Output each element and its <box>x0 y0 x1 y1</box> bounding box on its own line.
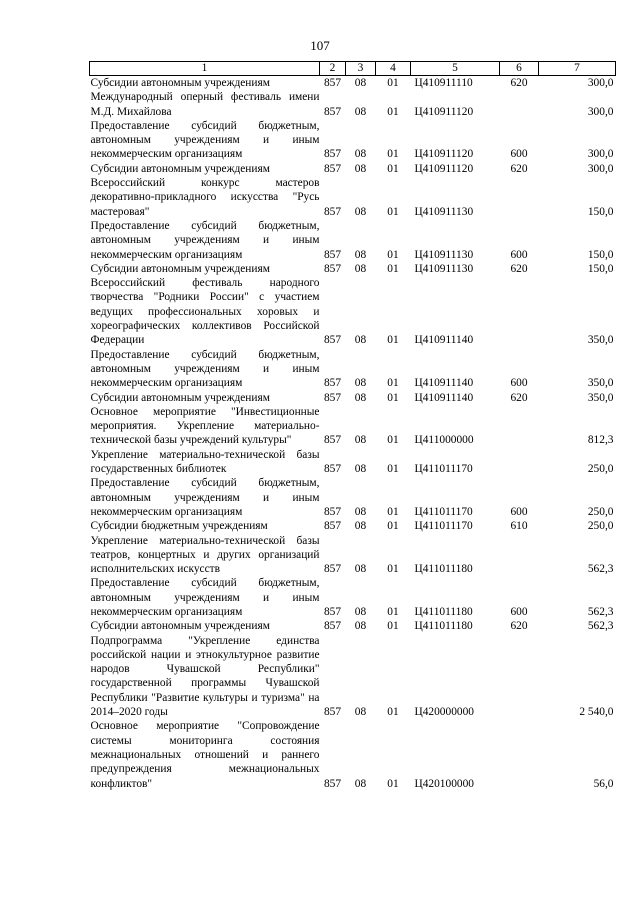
subsection-code: 01 <box>387 148 399 161</box>
section-code: 08 <box>354 520 367 533</box>
target-article-code: Ц410911140 <box>414 391 474 404</box>
table-row <box>90 348 616 391</box>
row-name: Предоставление субсидий бюджетным, автономным учреждениям и иным некоммерческим организациям <box>90 219 320 261</box>
target-article-code: Ц410911140 <box>414 334 474 347</box>
amount: 150,0 <box>587 262 614 275</box>
expense-type-code: 600 <box>510 605 528 618</box>
subsection-code: 01 <box>387 205 399 218</box>
ministry-code: 857 <box>323 434 342 447</box>
table-row <box>90 719 616 790</box>
row-name: Укрепление материально-технической базы государственных библиотек <box>90 448 320 476</box>
ministry-code: 857 <box>323 262 342 275</box>
table-row <box>90 519 616 533</box>
amount: 562,3 <box>587 605 614 618</box>
section-code: 08 <box>354 334 367 347</box>
column-header: 7 <box>539 62 616 76</box>
column-header: 5 <box>411 62 500 76</box>
amount: 562,3 <box>587 563 614 576</box>
table-row <box>90 448 616 477</box>
amount: 562,3 <box>587 620 614 633</box>
expense-type-code: 600 <box>510 148 528 161</box>
target-article-code: Ц411011170 <box>414 520 473 533</box>
amount: 150,0 <box>587 205 614 218</box>
expense-type-code <box>500 276 539 347</box>
row-name: Всероссийский конкурс мастеров декоративно-прикладного искусства "Русь мастеровая" <box>90 177 320 218</box>
row-name: Субсидии автономным учреждениям <box>90 162 270 175</box>
expense-type-code <box>500 90 539 119</box>
target-article-code: Ц410911120 <box>414 162 474 175</box>
row-name: Всероссийский фестиваль народного творчества "Родники России" с участием ведущих профессиональных хоровых и хореографических коллективов Российской Федерации <box>90 277 320 347</box>
table-row <box>90 219 616 262</box>
column-header: 2 <box>320 62 346 76</box>
amount: 350,0 <box>587 334 614 347</box>
ministry-code: 857 <box>323 520 342 533</box>
column-header: 3 <box>346 62 376 76</box>
subsection-code: 01 <box>387 777 399 790</box>
row-name: Предоставление субсидий бюджетным, автономным учреждениям и иным некоммерческим организациям <box>90 119 320 161</box>
section-code: 08 <box>354 377 367 390</box>
target-article-code: Ц410911130 <box>414 248 474 261</box>
row-name: Основное мероприятие "Сопровождение системы мониторинга состояния межнациональных отношений и раннего предупреждения межнациональных конфликтов" <box>90 720 320 790</box>
target-article-code: Ц411011180 <box>414 605 473 618</box>
table-row <box>90 262 616 276</box>
expense-type-code <box>500 176 539 219</box>
target-article-code: Ц410911130 <box>414 262 474 275</box>
subsection-code: 01 <box>387 248 399 261</box>
section-code: 08 <box>354 205 367 218</box>
target-article-code: Ц410911140 <box>414 377 474 390</box>
section-code: 08 <box>354 434 367 447</box>
ministry-code: 857 <box>323 563 342 576</box>
expense-type-code: 620 <box>510 262 528 275</box>
column-header: 6 <box>500 62 539 76</box>
target-article-code: Ц411011180 <box>414 563 473 576</box>
table-row <box>90 276 616 347</box>
target-article-code: Ц411000000 <box>414 434 474 447</box>
table-row <box>90 619 616 633</box>
expense-type-code: 620 <box>510 620 528 633</box>
column-header: 1 <box>90 62 320 76</box>
subsection-code: 01 <box>387 605 399 618</box>
row-name: Субсидии автономным учреждениям <box>90 77 270 89</box>
ministry-code: 857 <box>323 463 342 476</box>
ministry-code: 857 <box>323 777 342 790</box>
subsection-code: 01 <box>387 105 399 118</box>
subsection-code: 01 <box>387 334 399 347</box>
expense-type-code: 620 <box>510 162 528 175</box>
header-row <box>90 62 616 76</box>
section-code: 08 <box>354 162 367 175</box>
target-article-code: Ц420100000 <box>414 777 474 790</box>
expense-type-code: 600 <box>510 248 528 261</box>
section-code: 08 <box>354 77 367 89</box>
amount: 812,3 <box>587 434 614 447</box>
subsection-code: 01 <box>387 434 399 447</box>
subsection-code: 01 <box>387 563 399 576</box>
amount: 300,0 <box>587 77 614 89</box>
expense-type-code: 600 <box>510 377 528 390</box>
ministry-code: 857 <box>323 205 342 218</box>
expense-type-code: 620 <box>510 391 528 404</box>
amount: 350,0 <box>587 377 614 390</box>
target-article-code: Ц411011180 <box>414 620 473 633</box>
ministry-code: 857 <box>323 620 342 633</box>
expense-type-code: 620 <box>510 77 528 89</box>
amount: 350,0 <box>587 391 614 404</box>
expense-type-code <box>500 719 539 790</box>
table-row <box>90 405 616 448</box>
target-article-code: Ц411011170 <box>414 505 473 518</box>
expense-type-code <box>500 405 539 448</box>
expense-type-code <box>500 634 539 720</box>
subsection-code: 01 <box>387 391 399 404</box>
table-row <box>90 576 616 619</box>
amount: 250,0 <box>587 505 614 518</box>
section-code: 08 <box>354 262 367 275</box>
table-row <box>90 119 616 162</box>
subsection-code: 01 <box>387 620 399 633</box>
row-name: Укрепление материально-технической базы театров, концертных и других организаций исполнительских искусств <box>90 534 320 576</box>
section-code: 08 <box>354 706 367 719</box>
row-name: Субсидии автономным учреждениям <box>90 391 270 404</box>
ministry-code: 857 <box>323 605 342 618</box>
section-code: 08 <box>354 620 367 633</box>
row-name: Основное мероприятие "Инвестиционные мероприятия. Укрепление материально-технической базы учреждений культуры" <box>90 405 320 447</box>
ministry-code: 857 <box>323 505 342 518</box>
amount: 300,0 <box>587 105 614 118</box>
row-name: Предоставление субсидий бюджетным, автономным учреждениям и иным некоммерческим организациям <box>90 348 320 390</box>
row-name: Субсидии автономным учреждениям <box>90 262 270 275</box>
page-number: 107 <box>310 38 330 53</box>
row-name: Субсидии бюджетным учреждениям <box>90 520 268 533</box>
amount: 250,0 <box>587 520 614 533</box>
amount: 300,0 <box>587 148 614 161</box>
table-body <box>90 76 616 791</box>
subsection-code: 01 <box>387 706 399 719</box>
section-code: 08 <box>354 391 367 404</box>
ministry-code: 857 <box>323 248 342 261</box>
expense-type-code <box>500 534 539 577</box>
table-row <box>90 476 616 519</box>
row-name: Международный оперный фестиваль имени М.Д. Михайлова <box>90 91 320 118</box>
column-header: 4 <box>376 62 411 76</box>
subsection-code: 01 <box>387 463 399 476</box>
ministry-code: 857 <box>323 706 342 719</box>
target-article-code: Ц411011170 <box>414 463 473 476</box>
amount: 56,0 <box>593 777 614 790</box>
ministry-code: 857 <box>323 105 342 118</box>
table-row <box>90 391 616 405</box>
amount: 150,0 <box>587 248 614 261</box>
ministry-code: 857 <box>323 77 342 89</box>
subsection-code: 01 <box>387 262 399 275</box>
budget-table <box>89 61 616 791</box>
amount: 300,0 <box>587 162 614 175</box>
section-code: 08 <box>354 248 367 261</box>
target-article-code: Ц420000000 <box>414 706 474 719</box>
expense-type-code <box>500 448 539 477</box>
row-name: Предоставление субсидий бюджетным, автономным учреждениям и иным некоммерческим организациям <box>90 477 320 518</box>
subsection-code: 01 <box>387 162 399 175</box>
ministry-code: 857 <box>323 391 342 404</box>
ministry-code: 857 <box>323 162 342 175</box>
amount: 2 540,0 <box>579 706 614 719</box>
target-article-code: Ц410911130 <box>414 205 474 218</box>
expense-type-code: 610 <box>510 520 528 533</box>
section-code: 08 <box>354 105 367 118</box>
section-code: 08 <box>354 463 367 476</box>
amount: 250,0 <box>587 463 614 476</box>
section-code: 08 <box>354 148 367 161</box>
table-row <box>90 176 616 219</box>
table-row <box>90 76 616 91</box>
expense-type-code: 600 <box>510 505 528 518</box>
ministry-code: 857 <box>323 334 342 347</box>
row-name: Предоставление субсидий бюджетным, автономным учреждениям и иным некоммерческим организациям <box>90 577 320 618</box>
subsection-code: 01 <box>387 520 399 533</box>
section-code: 08 <box>354 777 367 790</box>
row-name: Субсидии автономным учреждениям <box>90 620 270 633</box>
subsection-code: 01 <box>387 505 399 518</box>
table-row <box>90 634 616 720</box>
ministry-code: 857 <box>323 377 342 390</box>
ministry-code: 857 <box>323 148 342 161</box>
table-row <box>90 162 616 176</box>
target-article-code: Ц410911110 <box>414 77 473 89</box>
row-name: Подпрограмма "Укрепление единства российской нации и этнокультурное развитие народов Чувашской Республики" государственной программы Чувашской Республики "Развитие культуры и туризма" на 2014–2020 годы <box>90 634 320 719</box>
table-row <box>90 90 616 119</box>
section-code: 08 <box>354 563 367 576</box>
section-code: 08 <box>354 605 367 618</box>
subsection-code: 01 <box>387 377 399 390</box>
target-article-code: Ц410911120 <box>414 105 474 118</box>
section-code: 08 <box>354 505 367 518</box>
table-row <box>90 534 616 577</box>
target-article-code: Ц410911120 <box>414 148 474 161</box>
subsection-code: 01 <box>387 77 399 89</box>
